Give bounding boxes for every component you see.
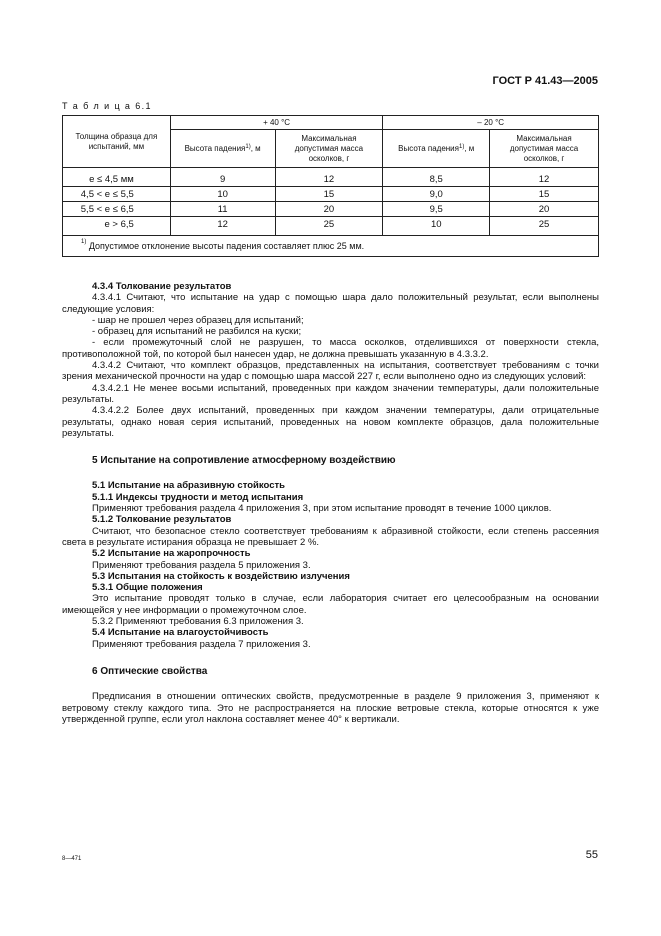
table-caption: Т а б л и ц а 6.1 [62, 101, 152, 111]
table-footnote-row [63, 236, 599, 257]
page-number: 55 [585, 849, 598, 861]
cell-height-minus: 9,0 [383, 187, 490, 202]
cell-height-minus: 8,5 [383, 168, 490, 187]
footnote-marker: 1) [81, 239, 87, 245]
footnote-text: Допустимое отклонение высоты падения составляет плюс 25 мм. [86, 241, 365, 251]
heading-5-3-1: 5.3.1 Общие положения [92, 582, 203, 594]
heading-5-3: 5.3 Испытания на стойкость к воздействию излучения [92, 570, 350, 582]
cell-height-plus: 9 [170, 168, 275, 187]
print-code: 8—471 [62, 856, 82, 862]
cell-mass-plus: 15 [275, 187, 383, 202]
header-plus-40: + 40 °С [170, 116, 383, 130]
header-height-plus [170, 130, 275, 168]
paragraph-5-1-2: Считают, что безопасное стекло соответствует требованиям к абразивной стойкости, если степень рассеяния света в результате истирания образца не превышает 2 %. [62, 525, 599, 548]
paragraph-6: Предписания в отношении оптических свойств, предусмотренные в разделе 9 приложения 3, применяют к ветровому стеклу каждого типа. Это не распространяется на плоские ветровые стекла, которые относятся к уже утвержденной группе, если угол наклона составляет менее 40° к вертикали. [62, 691, 599, 725]
header-minus-20: – 20 °С [383, 116, 599, 130]
heading-5-1: 5.1 Испытание на абразивную стойкость [92, 480, 285, 492]
table-row [63, 202, 599, 217]
cell-mass-plus: 12 [275, 168, 383, 187]
heading-5-4: 5.4 Испытание на влагоустойчивость [92, 627, 269, 639]
header-mass-minus: Максимальная допустимая масса осколков, г [490, 130, 599, 168]
paragraph-5-2: Применяют требования раздела 5 приложения 3. [92, 559, 311, 571]
table-row [63, 168, 599, 187]
cell-mass-minus: 25 [490, 217, 599, 236]
header-mass-plus: Максимальная допустимая масса осколков, г [275, 130, 383, 168]
heading-4-3-4: 4.3.4 Толкование результатов [92, 281, 232, 292]
body-text [62, 281, 599, 725]
cell-thickness: е > 6,5 [63, 217, 171, 236]
section-6-title: 6 Оптические свойства [92, 665, 208, 677]
heading-5-2: 5.2 Испытание на жаропрочность [92, 548, 251, 560]
table-footnote [63, 236, 599, 257]
list-item: - если промежуточный слой не разрушен, то масса осколков, отделившихся от поверхности стекла, противоположной той, по которой был нанесен удар, не должна превышать указанную в 4.3.3.2. [62, 337, 599, 360]
heading-5-1-2: 5.1.2 Толкование результатов [92, 514, 232, 526]
header-height-unit: , м [250, 143, 261, 153]
cell-height-minus: 10 [383, 217, 490, 236]
cell-height-minus: 9,5 [383, 202, 490, 217]
header-height-minus [383, 130, 490, 168]
paragraph-4-3-4-2: 4.3.4.2 Считают, что комплект образцов, представленных на испытания, соответствует требованиям с точки зрения механической прочности на удар с помощью шара массой 227 г, если выполнено одно из следующих условий: [62, 360, 599, 383]
drop-test-table [62, 115, 599, 257]
header-thickness: Толщина образца для испытаний, мм [63, 116, 171, 168]
list-item: - шар не прошел через образец для испытаний; [92, 314, 304, 326]
section-5-title: 5 Испытание на сопротивление атмосферному воздействию [92, 455, 396, 467]
cell-mass-minus: 15 [490, 187, 599, 202]
cell-thickness: 5,5 < е ≤ 6,5 [63, 202, 171, 217]
cell-mass-minus: 12 [490, 168, 599, 187]
list-item: - образец для испытаний не разбился на куски; [92, 326, 302, 338]
document-code: ГОСТ Р 41.43—2005 [492, 75, 598, 87]
cell-mass-plus: 25 [275, 217, 383, 236]
heading-5-1-1: 5.1.1 Индексы трудности и метод испытания [92, 491, 304, 503]
header-height-label: Высота падения [398, 143, 459, 153]
header-height-label: Высота падения [184, 143, 246, 153]
header-height-footnote: 1) [458, 143, 465, 150]
paragraph-4-3-4-2-2: 4.3.4.2.2 Более двух испытаний, проведенных при каждом значении температуры, дали отрицательные результаты, однако новая серия испытаний, проведенных на новом комплекте образцов, дала положительные результаты. [62, 405, 599, 439]
header-height-unit: , м [464, 143, 475, 153]
paragraph-4-3-4-2-1: 4.3.4.2.1 Не менее восьми испытаний, проведенных при каждом значении температуры, дали положительные результаты. [62, 382, 599, 405]
paragraph-4-3-4-1: 4.3.4.1 Считают, что испытание на удар с помощью шара дало положительный результат, если выполнены следующие условия: [62, 292, 599, 315]
table-row [63, 187, 599, 202]
paragraph-5-3-2: 5.3.2 Применяют требования 6.3 приложения 3. [92, 616, 304, 628]
paragraph-5-3-1: Это испытание проводят только в случае, если лаборатория считает его целесообразным на основании имеющейся у нее информации о промежуточном слое. [62, 593, 599, 616]
cell-mass-minus: 20 [490, 202, 599, 217]
cell-thickness: 4,5 < е ≤ 5,5 [63, 187, 171, 202]
cell-height-plus: 12 [170, 217, 275, 236]
cell-mass-plus: 20 [275, 202, 383, 217]
cell-height-plus: 11 [170, 202, 275, 217]
table-row [63, 217, 599, 236]
cell-thickness: е ≤ 4,5 мм [63, 168, 171, 187]
paragraph-5-4: Применяют требования раздела 7 приложения 3. [92, 638, 311, 650]
paragraph-5-1-1: Применяют требования раздела 4 приложения 3, при этом испытание проводят в течение 1000 циклов. [92, 503, 552, 515]
cell-height-plus: 10 [170, 187, 275, 202]
header-height-footnote: 1) [245, 143, 251, 150]
